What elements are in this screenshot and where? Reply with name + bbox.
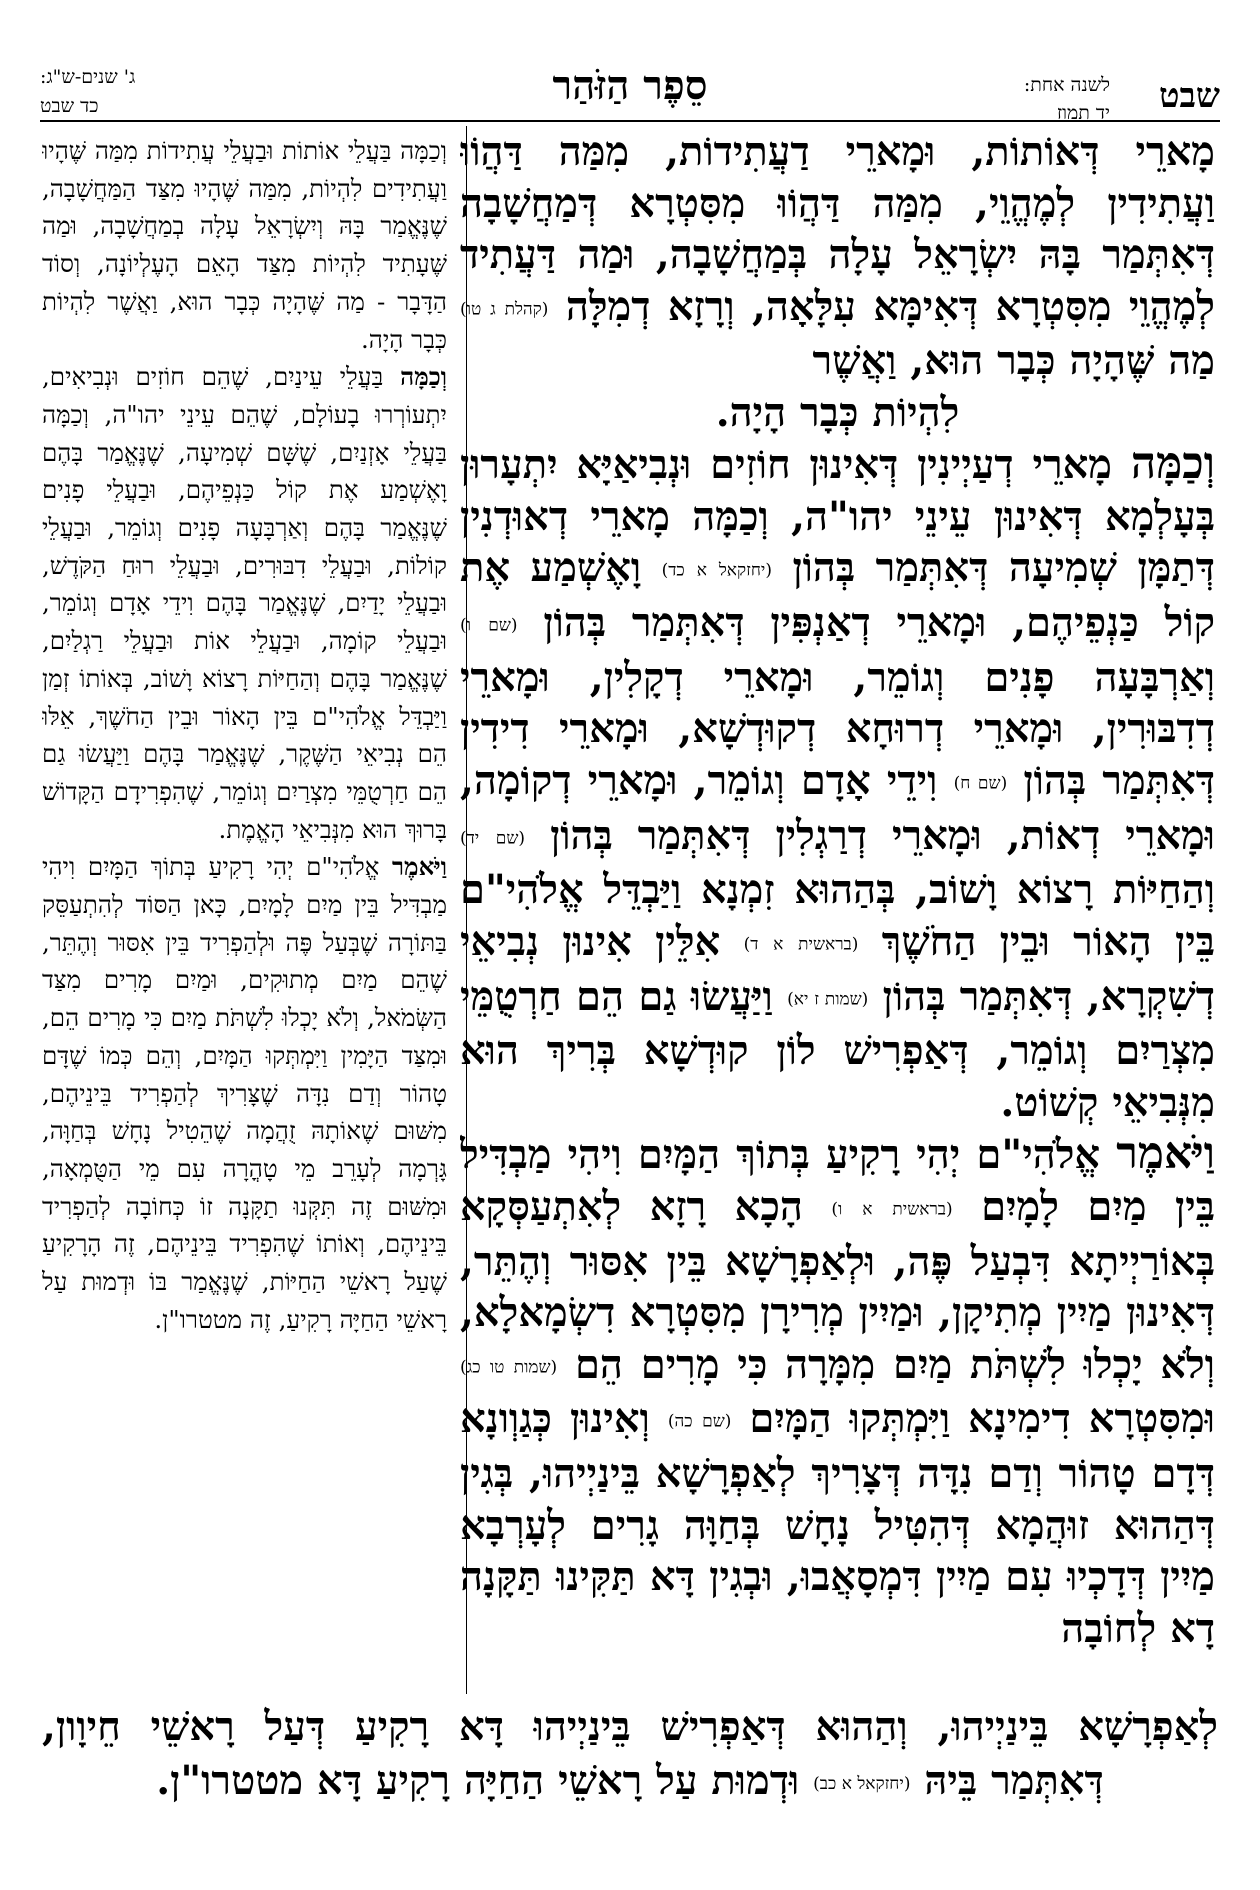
- header-rule: [40, 120, 1220, 122]
- paragraph-opener: וַיֹּאמֶר: [392, 852, 447, 882]
- verse-reference: (שם ח): [953, 773, 1008, 793]
- verse-reference: (בראשית א ו): [831, 1199, 953, 1219]
- translation-column-text: [42, 132, 447, 1692]
- column-divider: [466, 126, 467, 1694]
- header-one-year-date: יד תמוז: [1056, 102, 1110, 124]
- main-p2-b: וָאֶשְׁמַע אֶת קוֹל כַּנְפֵיהֶם, וּמָארֵי דְאַנְפִּין דְּאִתְּמַר בְּהוֹן: [460, 544, 1215, 646]
- main-p2-e: וְהַחַיּוֹת רָצוֹא וָשׁוֹב, בְּהַהוּא זִמְנָא וַיַּבְדֵּל אֱלֹהִי"ם בֵּין הָאוֹר וּבֵין הַחֹשֶׁךְ: [460, 866, 1215, 965]
- paragraph-opener: וְכַמָּה: [400, 362, 447, 392]
- main-paragraph-3: [460, 1128, 1215, 1654]
- main-p1-center-line: לִהְיוֹת כְּבָר הָיָה.: [715, 388, 960, 436]
- bottom-line-1: לְאַפְרָשָׁא בֵּינַיְיהוּ, וְהַהוּא דְּאַפְרִישׁ בֵּינַיְיהוּ דָּא רָקִיעַ דְּעַל רָאשֵׁי חֵיוָון,: [42, 1703, 1218, 1750]
- bottom-text: [42, 1700, 1218, 1811]
- verse-reference: (שם יד): [460, 827, 526, 848]
- paragraph-opener: וְכַמָּה: [1130, 438, 1215, 490]
- verse-reference: (שמות ז יא): [787, 988, 869, 1009]
- paragraph-opener: וְכַמָּה: [400, 136, 447, 165]
- bottom-line-2-b: וּדְמוּת עַל רָאשֵׁי הַחַיָּה רָקִיעַ דָּא מטטרו"ן.: [156, 1757, 800, 1804]
- bottom-line-2-a: דְּאִתְּמַר בֵּיהּ: [924, 1757, 1104, 1804]
- main-p2-c: וְאַרְבָּעָה פָנִים וְגוֹמֵר, וּמָארֵי דְקָלִין, וּמָארֵי דְדִבּוּרִין, וּמָארֵי דְרוּחָא דְקוּדְשָׁא, וּמָארֵי דִידִין דְּאִתְּמַר בְּהוֹן: [460, 653, 1215, 804]
- verse-reference: (שם ו): [460, 615, 518, 636]
- verse-reference: (יחזקאל א כב): [813, 1774, 911, 1794]
- verse-reference: (בראשית א ד): [743, 934, 859, 954]
- paragraph-opener: וַיֹּאמֶר: [1116, 1128, 1215, 1180]
- main-p1-tail: מַה שֶּׁהָיָה כְּבָר הוּא, וַאֲשֶׁר: [812, 337, 1215, 385]
- main-p2-g: וַיַּעֲשׂוּ גַם הֵם חַרְטֻמֵּי מִצְרַיִם וְגוֹמֵר, דְּאַפְרִישׁ לוֹן קוּדְשָׁא בְּרִיךְ הוּא מִנְּבִיאֵי קְשׁוֹט.: [460, 972, 1215, 1126]
- verse-reference: (שם כה): [667, 1411, 732, 1432]
- header-three-years-label: ג' שנים-ש"ג:: [40, 66, 136, 88]
- side-paragraph-2: [42, 358, 447, 848]
- main-p1-text: מָארֵי דְּאוֹתוֹת, וּמָארֵי דַעֲתִידוֹת, מִמַּה דַּהֲוֹוּ וַעֲתִידִין לְמֶהֱוֵי, מִמַּה דַּהֲוֹוּ מִסִּטְרָא דְּמַחֲשָׁבָה דְּאִתְּמַר בָּהּ יִשְׂרָאֵל עָלָה בְּמַחֲשָׁבָה, וּמַה דַּעֲתִיד לְמֶהֱוֵי מִסִּטְרָא דְּאִימָּא עִלָּאָה, וְרָזָא דְמִלָּה: [460, 128, 1215, 330]
- header-one-year-label: לשנה אחת:: [1023, 74, 1110, 96]
- header-month-label: שבט: [1159, 76, 1220, 116]
- page-header: [40, 48, 1220, 124]
- header-three-years-date: כד שבט: [40, 95, 99, 117]
- side-paragraph-1: [42, 132, 447, 358]
- main-p3-d: וְאִינוּן כְּגַוְונָא דְּדָם טָהוֹר וְדַם נִדָּה דְּצָרִיךְ לְאַפְרָשָׁא בֵּינַיְיהוּ, בְּגִין דְּהַהוּא זוּהֲמָא דְּהִטִּיל נָחָשׁ בְּחַוָּה גָרִים לְעָרְבָא מַיִין דְּדָכְיוּ עִם מַיִין דִּמְסָאֲבוּ, וּבְגִין דָּא תַּקִּינוּ תַּקָּנָה דָא לְחוֹבָה: [460, 1395, 1215, 1652]
- main-paragraph-1: [460, 126, 1215, 387]
- main-paragraph-2: [460, 438, 1215, 1128]
- verse-reference: (שמות טו כג): [460, 1356, 558, 1377]
- verse-reference: (קהלת ג טו): [460, 298, 549, 319]
- side-p1-text: בַּעֲלֵי אוֹתוֹת וּבַעֲלֵי עֲתִידוֹת מִמַּה שֶּׁהָיוּ וַעֲתִידִים לִהְיוֹת, מִמַּה שֶּׁהָיוּ מִצַּד הַמַּחֲשָׁבָה, שֶׁנֶּאֱמַר בָּהּ וְיִשְׂרָאֵל עָלָה בְמַחֲשָׁבָה, וּמַה שֶּׁעָתִיד לִהְיוֹת מִצַּד הָאֵם הָעֶלְיוֹנָה, וְסוֹד הַדָּבָר - מַה שֶּׁהָיָה כְּבָר הוּא, וַאֲשֶׁר לִהְיוֹת כְּבָר הָיָה.: [42, 136, 447, 354]
- main-p3-b: הָכָא רָזָא לְאִתְעַסְּקָא בְּאוֹרַיְיתָא דִּבְעַל פֶּה, וּלְאַפְרָשָׁא בֵּין אִסּוּר וְהֶתֵּר, דְּאִינוּן מַיִין מְתִיקָן, וּמַיִין מְרִירָן מִסִּטְרָא דִשְׂמָאלָא, וְלֹא יָכְלוּ לִשְׁתֹּת מַיִם מִמָּרָה כִּי מָרִים הֵם: [460, 1182, 1215, 1388]
- header-left: [40, 66, 240, 118]
- book-title: סֵפֶר הַזֹּהַר: [552, 62, 708, 109]
- main-p3-c: וּמִסִּטְרָא דִימִינָא וַיִּמְתְּקוּ הַמָּיִם: [749, 1395, 1215, 1443]
- side-p3-text: אֱלֹהִי"ם יְהִי רָקִיעַ בְּתוֹךְ הַמָּיִם וִיהִי מַבְדִּיל בֵּין מַיִם לָמָיִם, כָּאן הַסּוֹד לְהִתְעַסֵּק בַּתּוֹרָה שֶׁבְּעַל פֶּה וּלְהַפְרִיד בֵּין אִסּוּר וְהֶתֵּר, שֶׁהֵם מַיִם מְתוּקִים, וּמַיִם מָרִים מִצַּד הַשְּׂמֹאל, וְלֹא יָכְלוּ לִשְׁתֹּת מַיִם כִּי מָרִים הֵם, וּמִצַּד הַיָּמִין וַיִּמְתְּקוּ הַמָּיִם, וְהֵם כְּמוֹ שֶׁדָּם טָהוֹר וְדַם נִדָּה שֶׁצָּרִיךְ לְהַפְרִיד בֵּינֵיהֶם, מִשּׁוּם שֶׁאוֹתָהּ זֻהֲמָה שֶׁהֵטִיל נָחָשׁ בְּחַוָּה, גָּרְמָה לְעָרֵב מֵי טָהֳרָה עִם מֵי הַטֻּמְאָה, וּמִשּׁוּם זֶה תִּקְּנוּ תַקָּנָה זוֹ כְּחוֹבָה לְהַפְרִיד בֵּינֵיהֶם, וְאוֹתוֹ שֶׁהִפְרִיד בֵּינֵיהֶם, זֶה הָרָקִיעַ שֶׁעַל רָאשֵׁי הַחַיּוֹת, שֶׁנֶּאֱמַר בּוֹ וּדְמוּת עַל רָאשֵׁי הַחַיָּה רָקִיעַ, זֶה מטטרו"ן.: [42, 852, 447, 1334]
- main-p2-text: מָארֵי דְעַיְינִין דְּאִינוּן חוֹזִים וּנְבִיאַיָּא יִתְעָרוּן בְּעָלְמָא דְּאִינוּן עֵינֵי יהו"ה, וְכַמָּה מָארֵי דְאוּדְנִין דְּתַמָּן שְׁמִיעָה דְּאִתְּמַר בְּהוֹן: [460, 441, 1215, 592]
- side-p2-text: בַּעֲלֵי עֵינַיִם, שֶׁהֵם חוֹזִים וּנְבִיאִים, יִתְעוֹרְרוּ בָעוֹלָם, שֶׁהֵם עֵינֵי יהו"ה, וְכַמָּה בַּעֲלֵי אָזְנַיִם, שֶׁשָּׁם שְׁמִיעָה, שֶׁנֶּאֱמַר בָּהֶם וָאֶשְׁמַע אֶת קוֹל כַּנְפֵיהֶם, וּבַעֲלֵי פָנִים שֶׁנֶּאֱמַר בָּהֶם וְאַרְבָּעָה פָנִים וְגוֹמֵר, וּבַעֲלֵי קוֹלוֹת, וּבַעֲלֵי דִבּוּרִים, וּבַעֲלֵי רוּחַ הַקֹּדֶשׁ, וּבַעֲלֵי יָדַיִם, שֶׁנֶּאֱמַר בָּהֶם וִידֵי אָדָם וְגוֹמֵר, וּבַעֲלֵי קוֹמָה, וּבַעֲלֵי אוֹת וּבַעֲלֵי רַגְלַיִם, שֶׁנֶּאֱמַר בָּהֶם וְהַחַיּוֹת רָצוֹא וָשׁוֹב, בְּאוֹתוֹ זְמַן וַיַּבְדֵּל אֱלֹהִי"ם בֵּין הָאוֹר וּבֵין הַחֹשֶׁךְ, אֵלּוּ הֵם נְבִיאֵי הַשֶּׁקֶר, שֶׁנֶּאֱמַר בָּהֶם וַיַּעֲשׂוּ גַם הֵם חַרְטֻמֵּי מִצְרַיִם וְגוֹמֵר, שֶׁהִפְרִידָם הַקָּדוֹשׁ בָּרוּךְ הוּא מִנְּבִיאֵי הָאֱמֶת.: [42, 362, 447, 844]
- verse-reference: (יחזקאל א כד): [661, 560, 772, 581]
- main-p3-text: אֱלֹהִי"ם יְהִי רָקִיעַ בְּתוֹךְ הַמָּיִם וִיהִי מַבְדִּיל בֵּין מַיִם לָמָיִם: [460, 1131, 1215, 1230]
- main-p2-f: אִלֵּין אִינוּן נְבִיאֵי דְשִׁקְרָא, דְּאִתְּמַר בְּהוֹן: [460, 917, 1215, 1020]
- bottom-line-2: [42, 1754, 1218, 1811]
- main-column-text: [460, 126, 1215, 1686]
- main-p2-d: וִידֵי אָדָם וְגוֹמֵר, וּמָארֵי דְקוֹמָה, וּמָארֵי דְאוֹת, וּמָארֵי דְרַגְלִין דְּאִתְּמַר בְּהוֹן: [460, 756, 1215, 859]
- side-paragraph-3: [42, 848, 447, 1338]
